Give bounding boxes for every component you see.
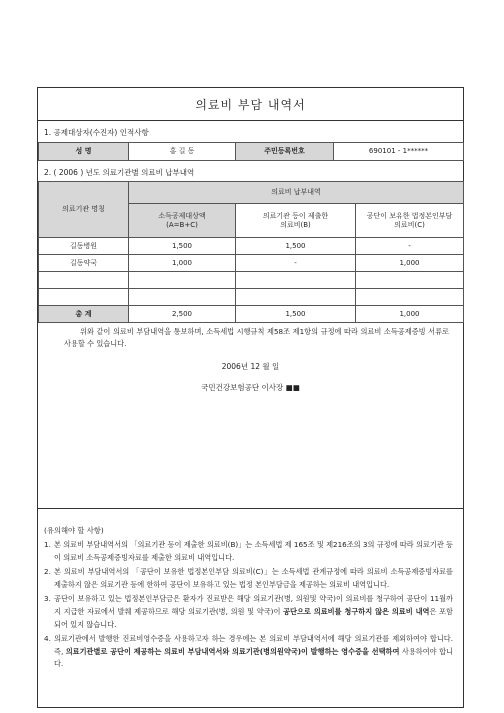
table-row [39,238,464,255]
note-number: 4. [44,634,51,644]
payment-group-header: 의료비 납부내역 [129,182,464,204]
rrn-label: 주민등록번호 [236,143,334,161]
note-number: 1. [44,540,51,549]
statement-text: 위와 같이 의료비 부담내역을 통보하며, 소득세법 시행규칙 제58조 제1항의 규정에 따라 의료비 소득공제증빙 서류로 사용할 수 있습니다. [64,327,449,348]
note-text-tail: 은 포함되어 있지 않습니다. [54,606,453,629]
table-row [39,272,464,289]
row-amount-c: - [356,238,464,255]
total-row [39,306,464,323]
total-amount-c: 1,000 [356,306,464,323]
section2-heading: 2. ( 2006 ) 년도 의료기관별 의료비 납부내역 [44,168,195,177]
row-amount-a: 1,500 [129,238,236,255]
row-institution [39,272,129,289]
note-text: 본 의료비 부담내역서의 「의료기관 등이 제출한 의료비(B)」는 소득세법 제 165조 및 제216조의 3의 규정에 따라 의료기관 등이 의료비 소득공제증빙자료를 제출한 의료비 내역입니다. [54,540,453,562]
note-number: 3. [44,594,51,604]
document-title: 의료비 부담 내역서 [195,98,306,112]
note-item [44,593,453,631]
row-amount-b: 1,500 [236,238,356,255]
institution-header: 의료기관 명칭 [39,182,129,238]
note-text-plain: 공단이 보유하고 있는 법정본인부담금은 환자가 진료받은 해당 의료기관(병, 의원및 약국)이 의료비를 청구하여 공단이 11월까지 지급한 자료에서 발췌 제공하므로 해당 의료기관(병, 의원 및 약국)이 [54,594,453,616]
note-item [44,633,453,671]
note-item [44,566,453,591]
note-number: 2. [44,567,51,577]
total-amount-a: 2,500 [129,306,236,323]
table-row [39,289,464,306]
note-text [54,633,453,671]
row-amount-c [356,272,464,289]
note-text: 본 의료비 부담내역서의 「공단이 보유한 법정본인부담 의료비(C)」는 소득세법 관계규정에 따라 의료비 소득공제증빙자료를 제출하지 않은 의료기관 등에 한하여 공단이 보유하고 있는 법정 본인부담금을 제공하는 의료비 내역입니다. [54,567,453,589]
row-amount-c: 1,000 [356,255,464,272]
total-amount-b: 1,500 [236,306,356,323]
row-amount-a [129,289,236,306]
note-text [54,593,453,631]
personal-info-table [38,142,464,161]
payment-table [38,181,464,323]
note-item [44,539,453,564]
table-row [39,255,464,272]
note-text-plain: 의료기관에서 발행한 진료비영수증을 사용하고자 하는 경우에는 본 의료비 부담내역서에 해당 의료기관를 제외하여야 합니다. 즉, [54,634,453,656]
row-institution [39,289,129,306]
note-text-emphasis: 공단으로 의료비를 청구하지 않은 의료비 내역 [283,606,430,616]
col-b-header: 의료기관 등이 제출한 의료비(B) [236,204,356,238]
row-amount-c [356,289,464,306]
row-institution: 길동병원 [39,238,129,255]
issue-date: 2006년 12 월 일 [221,362,280,371]
title-divider [38,120,463,121]
note-text-emphasis: 의료기관별로 공단이 제공하는 의료비 부담내역서와 의료기관(병의원약국)이 발행하는 영수증을 선택하여 [65,646,400,656]
row-amount-b [236,272,356,289]
row-amount-a [129,272,236,289]
notes-list [44,539,453,673]
note-text-tail: 사용하여야 합니다. [54,646,453,669]
rrn-value: 690101 - 1****** [334,143,464,161]
notes-divider [38,508,463,509]
document-frame [37,87,464,708]
row-amount-a: 1,000 [129,255,236,272]
row-amount-b: - [236,255,356,272]
notes-heading: (유의해야 할 사항) [44,526,104,535]
issuer-name: 국민건강보험공단 이사장 ■■ [201,383,300,392]
name-label: 성 명 [39,143,129,161]
section1-heading: 1. 공제대상자(수진자) 인적사항 [44,128,149,137]
row-amount-b [236,289,356,306]
col-a-header: 소득공제대상액 (A=B+C) [129,204,236,238]
name-value: 홍 길 동 [129,143,236,161]
col-c-header: 공단이 보유한 법정본인부담 의료비(C) [356,204,464,238]
total-label: 총 계 [39,306,129,323]
row-institution: 길동약국 [39,255,129,272]
